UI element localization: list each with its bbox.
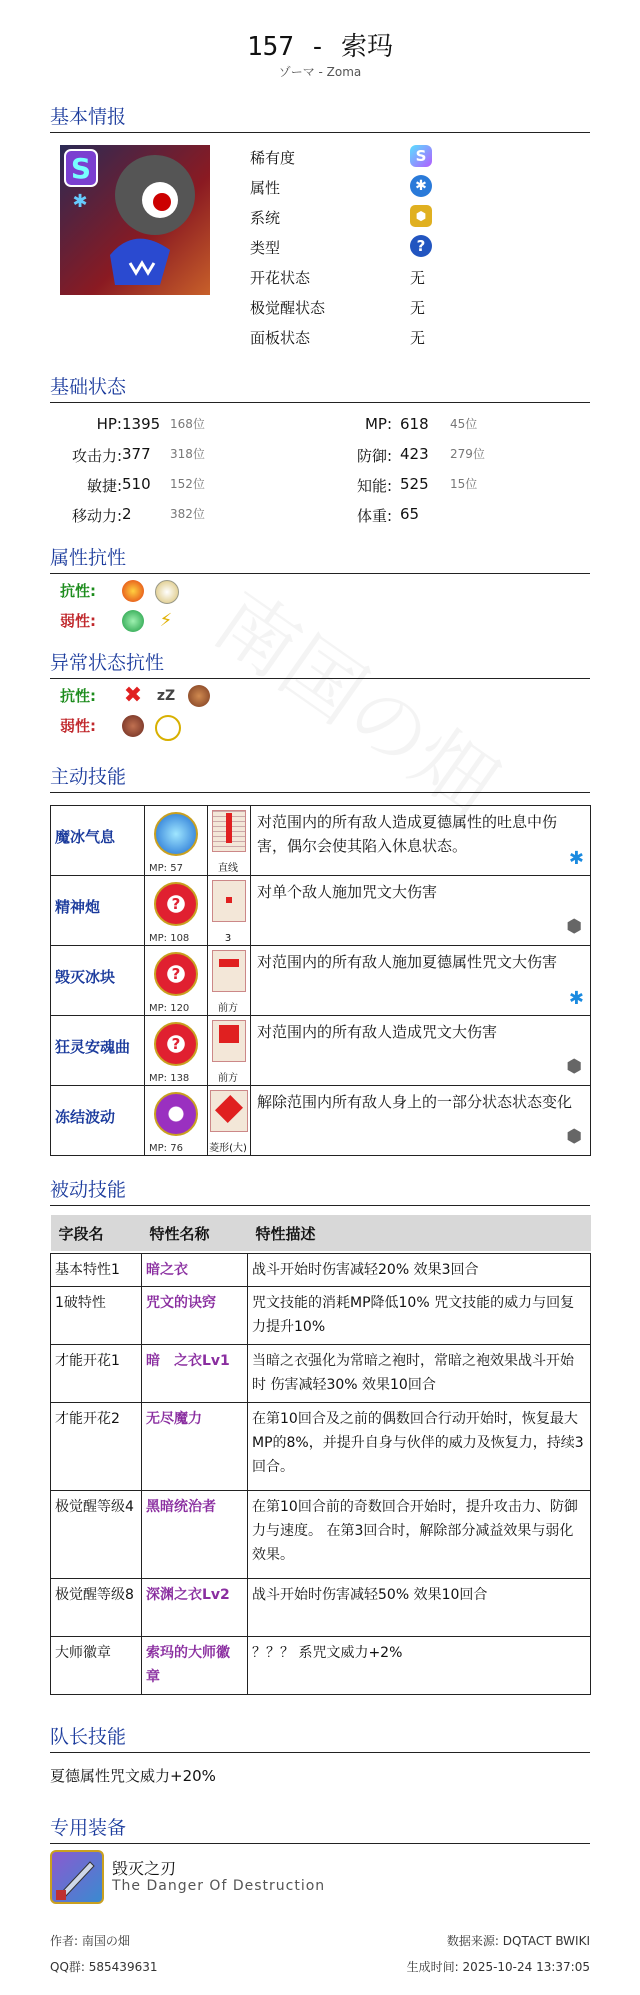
skill-desc-cell <box>251 876 591 946</box>
skill-name: 冻结波动 <box>51 1086 145 1156</box>
source-value: DQTACT BWIKI <box>502 1934 590 1948</box>
instant-death-icon: ✖ <box>123 683 143 708</box>
col-desc: 特性描述 <box>248 1215 591 1251</box>
skill-icon-cell <box>145 806 208 876</box>
ice-attribute-icon: ✱ <box>410 175 432 197</box>
col-field: 字段名 <box>51 1215 142 1251</box>
skill-range: 前方 <box>218 1073 238 1084</box>
skill-desc: 对单个敌人施加咒文大伤害 <box>257 883 438 901</box>
skill-row[interactable] <box>51 1016 591 1086</box>
elem-weak-label: 弱性: <box>60 612 96 630</box>
skill-name: 魔冰气息 <box>51 806 145 876</box>
skill-range-cell <box>208 1016 251 1086</box>
light-icon <box>155 580 179 604</box>
skill-name: 狂灵安魂曲 <box>51 1016 145 1086</box>
skill-icon-cell <box>145 876 208 946</box>
passive-desc: 战斗开始时伤害减轻20% 效果3回合 <box>248 1254 591 1287</box>
passive-desc: 咒文技能的消耗MP降低10% 咒文技能的威力与回复力提升10% <box>248 1287 591 1345</box>
passive-skills-table <box>50 1215 591 1695</box>
skill-desc-cell <box>251 946 591 1016</box>
stat-agi-value: 510 <box>122 475 151 493</box>
basic-label-rarity: 稀有度 <box>250 149 296 167</box>
skill-name: 精神炮 <box>51 876 145 946</box>
active-skills-table <box>50 805 591 1156</box>
skill-range-cell <box>208 876 251 946</box>
passive-desc: ？？？ 系咒文威力+2% <box>248 1637 591 1695</box>
skill-range: 菱形(大) <box>209 1143 247 1154</box>
section-equip-heading: 专用装备 <box>50 1813 590 1844</box>
fire-icon <box>122 580 144 602</box>
table-row <box>51 1287 591 1345</box>
passive-desc: 战斗开始时伤害减轻50% 效果10回合 <box>248 1579 591 1637</box>
hexagon-element-icon: ⬢ <box>566 1126 582 1147</box>
section-elem-res-heading: 属性抗性 <box>50 543 590 574</box>
skill-range-cell <box>208 1086 251 1156</box>
spell-skill-icon: ? <box>154 1022 198 1066</box>
col-name: 特性名称 <box>142 1215 248 1251</box>
stat-agi-rank: 152位 <box>170 477 205 491</box>
skill-desc: 对范围内的所有敌人造成夏德属性的吐息中伤害，偶尔会使其陷入休息状态。 <box>257 813 558 855</box>
skill-range: 前方 <box>218 1003 238 1014</box>
stat-atk-label: 攻击力: <box>71 447 122 465</box>
passive-name: 咒文的诀窍 <box>142 1287 248 1345</box>
skill-desc: 解除范围内所有敌人身上的一部分状态状态变化 <box>257 1093 573 1111</box>
stat-move-label: 移动力: <box>71 507 122 525</box>
weapon-icon <box>50 1850 104 1904</box>
equip-name: 毁灭之刃 <box>112 1859 177 1878</box>
skill-mp: MP: 76 <box>149 1143 183 1154</box>
passive-field: 极觉醒等级8 <box>51 1579 142 1637</box>
spell-skill-icon: ? <box>154 952 198 996</box>
wind-icon <box>122 610 144 632</box>
author-value: 南国の畑 <box>81 1934 130 1948</box>
stat-int-value: 525 <box>400 475 429 493</box>
stat-def-rank: 279位 <box>450 447 485 461</box>
skill-mp: MP: 120 <box>149 1003 190 1014</box>
page-subtitle: ゾーマ - Zoma <box>278 65 362 79</box>
range-grid-icon <box>212 1020 246 1062</box>
range-grid-icon <box>212 950 246 992</box>
page-title: 157 - 索玛 <box>247 32 393 62</box>
stat-mp-value: 618 <box>400 415 429 433</box>
stat-def-value: 423 <box>400 445 429 463</box>
skill-icon-cell <box>145 1016 208 1086</box>
status-weak-label: 弱性: <box>60 717 96 735</box>
skill-desc: 对范围内的所有敌人施加夏德属性咒文大伤害 <box>257 953 558 971</box>
table-row <box>51 1491 591 1579</box>
stat-move-value: 2 <box>122 505 132 523</box>
ice-element-icon: ✱ <box>568 848 584 869</box>
source-label: 数据来源: <box>446 1934 499 1948</box>
lightning-icon: ⚡ <box>155 610 177 632</box>
type-icon: ? <box>410 235 432 257</box>
skill-row[interactable] <box>51 876 591 946</box>
table-row <box>51 1345 591 1403</box>
stat-mp-label: MP: <box>364 415 392 433</box>
stat-hp-label: HP: <box>96 415 122 433</box>
passive-field: 才能开花2 <box>51 1403 142 1491</box>
passive-name: 暗之衣 <box>142 1254 248 1287</box>
hexagon-element-icon: ⬢ <box>566 916 582 937</box>
passive-desc: 在第10回合前的奇数回合开始时，提升攻击力、防御力与速度。 在第3回合时，解除部分减益效果与弱化效果。 <box>248 1491 591 1579</box>
passive-field: 基本特性1 <box>51 1254 142 1287</box>
stat-int-label: 知能: <box>356 477 392 495</box>
svg-text:S: S <box>70 152 92 185</box>
leader-skill-text: 夏德属性咒文威力+20% <box>50 1767 216 1785</box>
ice-breath-skill-icon <box>154 812 198 856</box>
passive-name: 无尽魔力 <box>142 1403 248 1491</box>
passive-field: 才能开花1 <box>51 1345 142 1403</box>
passive-name: 暗 之衣Lv1 <box>142 1345 248 1403</box>
time-label: 生成时间: <box>406 1960 459 1974</box>
curse-icon <box>188 685 210 707</box>
basic-label-attribute: 属性 <box>250 179 281 197</box>
stat-weight-label: 体重: <box>356 507 392 525</box>
stat-agi-label: 敏捷: <box>86 477 122 495</box>
paralysis-icon <box>155 715 181 741</box>
passive-field: 大师徽章 <box>51 1637 142 1695</box>
passive-field: 极觉醒等级4 <box>51 1491 142 1579</box>
basic-label-panel: 面板状态 <box>250 329 311 347</box>
bloom-value: 无 <box>410 269 426 287</box>
skill-name: 毁灭冰块 <box>51 946 145 1016</box>
section-status-res-heading: 异常状态抗性 <box>50 648 590 679</box>
section-basic-heading: 基本情报 <box>50 102 590 133</box>
skill-mp: MP: 57 <box>149 863 183 874</box>
skill-mp: MP: 138 <box>149 1073 190 1084</box>
qq-value: 585439631 <box>88 1960 158 1974</box>
skill-desc-cell <box>251 1016 591 1086</box>
skill-range: 直线 <box>218 863 238 874</box>
passive-header-row <box>51 1215 591 1251</box>
skill-desc-cell <box>251 1086 591 1156</box>
monster-portrait <box>60 145 210 295</box>
table-row <box>51 1637 591 1695</box>
status-resist-label: 抗性: <box>60 687 96 705</box>
basic-label-bloom: 开花状态 <box>250 269 311 287</box>
author-label: 作者: <box>50 1934 79 1948</box>
equip-en-name: The Danger Of Destruction <box>112 1878 326 1894</box>
support-skill-icon <box>154 1092 198 1136</box>
watermark <box>196 559 524 837</box>
sleep-icon: zZ <box>156 688 176 704</box>
skill-range-cell <box>208 806 251 876</box>
stat-mp-rank: 45位 <box>450 417 478 431</box>
stat-def-label: 防御: <box>356 447 392 465</box>
passive-desc: 当暗之衣强化为常暗之袍时，常暗之袍效果战斗开始时 伤害减轻30% 效果10回合 <box>248 1345 591 1403</box>
skill-range: 3 <box>224 933 232 944</box>
panel-value: 无 <box>410 329 426 347</box>
svg-text:✱: ✱ <box>72 191 88 212</box>
basic-label-awaken: 极觉醒状态 <box>250 299 326 317</box>
skill-row[interactable] <box>51 806 591 876</box>
stat-move-rank: 382位 <box>170 507 205 521</box>
table-row <box>51 1403 591 1491</box>
skill-row[interactable] <box>51 1086 591 1156</box>
skill-icon-cell <box>145 1086 208 1156</box>
ice-element-icon: ✱ <box>568 988 584 1009</box>
stat-int-rank: 15位 <box>450 477 478 491</box>
rarity-s-icon: S <box>410 145 432 167</box>
stat-hp-rank: 168位 <box>170 417 205 431</box>
section-passive-heading: 被动技能 <box>50 1175 590 1206</box>
skill-desc-cell <box>251 806 591 876</box>
range-grid-icon <box>212 810 246 852</box>
spell-skill-icon: ? <box>154 882 198 926</box>
skill-range-cell <box>208 946 251 1016</box>
stat-weight-value: 65 <box>400 505 420 523</box>
skill-mp: MP: 108 <box>149 933 190 944</box>
basic-label-type: 类型 <box>250 239 281 257</box>
section-active-heading: 主动技能 <box>50 762 590 793</box>
time-value: 2025-10-24 13:37:05 <box>462 1960 590 1974</box>
passive-desc: 在第10回合及之前的偶数回合行动开始时，恢复最大MP的8%，并提升自身与伙伴的威力及恢复力，持续3回合。 <box>248 1403 591 1491</box>
stat-atk-rank: 318位 <box>170 447 205 461</box>
skill-desc: 对范围内的所有敌人造成咒文大伤害 <box>257 1023 498 1041</box>
skill-row[interactable] <box>51 946 591 1016</box>
range-grid-icon <box>210 1090 248 1132</box>
awaken-value: 无 <box>410 299 426 317</box>
stat-hp-value: 1395 <box>122 415 161 433</box>
skill-icon-cell <box>145 946 208 1016</box>
passive-field: 1破特性 <box>51 1287 142 1345</box>
stat-atk-value: 377 <box>122 445 151 463</box>
passive-name: 黑暗统治者 <box>142 1491 248 1579</box>
section-leader-heading: 队长技能 <box>50 1722 590 1753</box>
passive-name: 深渊之衣Lv2 <box>142 1579 248 1637</box>
elem-resist-label: 抗性: <box>60 582 96 600</box>
system-icon: ⬢ <box>410 205 432 227</box>
table-row <box>51 1579 591 1637</box>
qq-label: QQ群: <box>50 1960 85 1974</box>
range-grid-icon <box>212 880 246 922</box>
table-row <box>51 1254 591 1287</box>
basic-label-system: 系统 <box>250 209 281 227</box>
poison-icon <box>122 715 144 737</box>
passive-name: 索玛的大师徽章 <box>142 1637 248 1695</box>
hexagon-element-icon: ⬢ <box>566 1056 582 1077</box>
section-stats-heading: 基础状态 <box>50 372 590 403</box>
